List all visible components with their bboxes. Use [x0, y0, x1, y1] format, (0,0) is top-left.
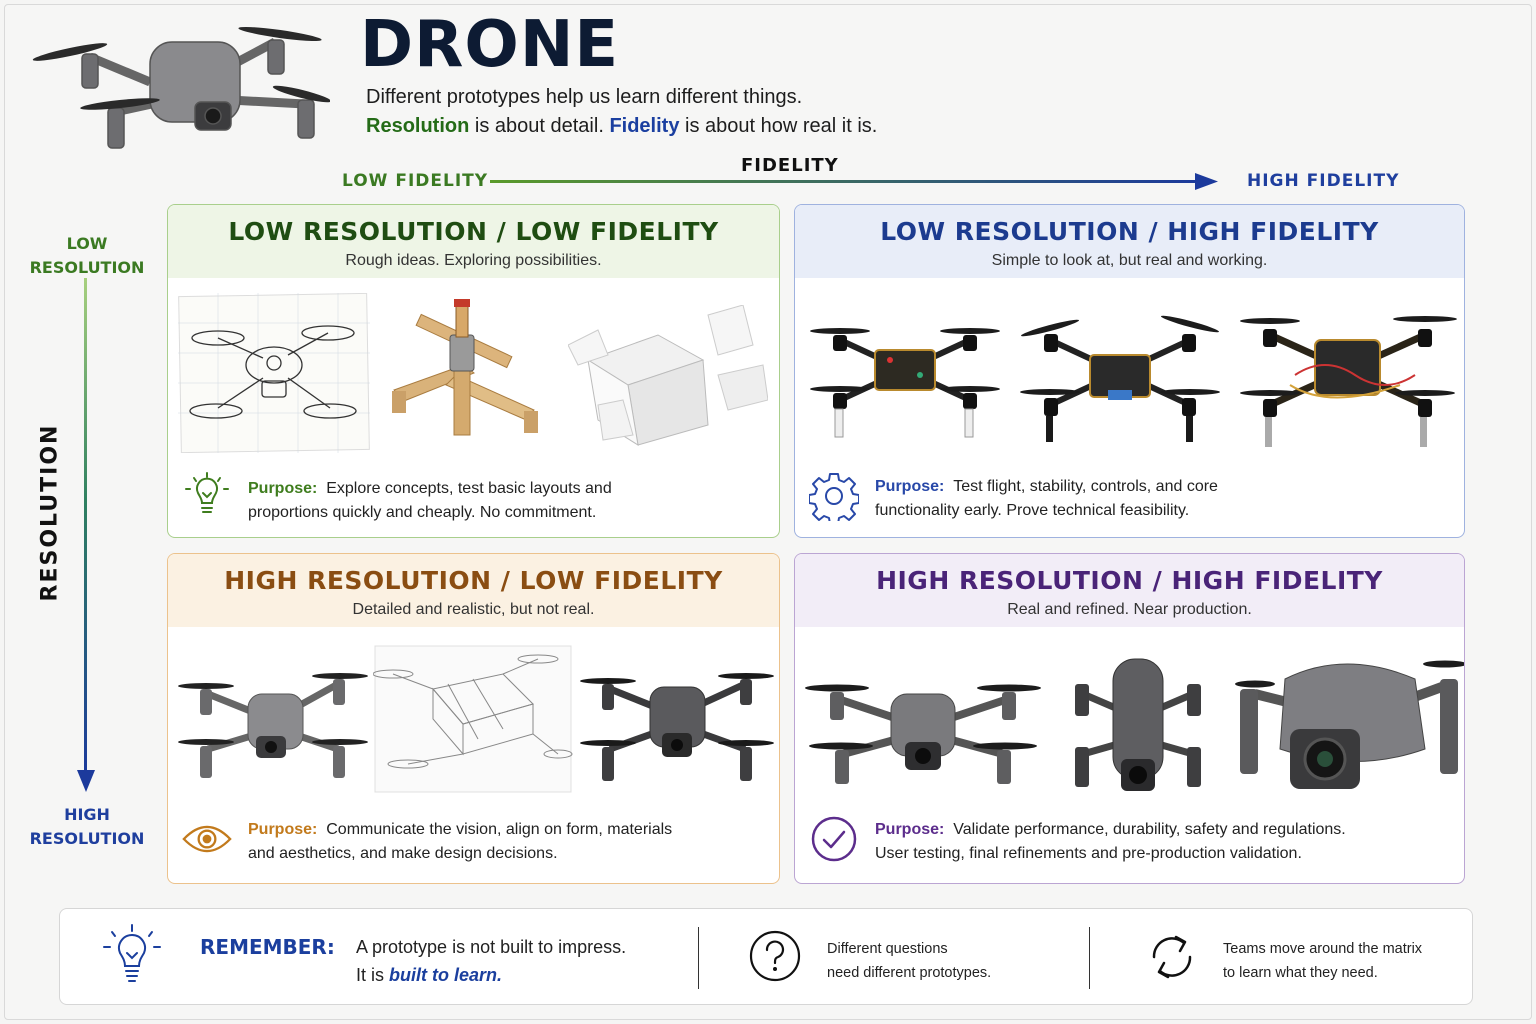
- quadrant-header: [168, 205, 779, 278]
- quadrant-header: [795, 554, 1464, 627]
- quadrant-low-res-high-fi: [794, 204, 1465, 538]
- frame-drone-image-2: [1020, 300, 1220, 450]
- purpose-line-1: Validate performance, durability, safety and regulations.: [953, 821, 1346, 838]
- check-circle-icon: [809, 814, 859, 864]
- resolution-high-label: [20, 803, 154, 851]
- matrix-line-2: to learn what they need.: [1223, 965, 1378, 981]
- purpose-label: Purpose:: [875, 821, 945, 838]
- quadrant-purpose: [248, 477, 612, 525]
- tagline-line-1: Different prototypes help us learn different things.: [366, 86, 803, 108]
- page-title: DRONE: [360, 8, 620, 82]
- quadrant-header: [168, 554, 779, 627]
- resolution-word: Resolution: [366, 115, 470, 137]
- resolution-arrow: [74, 278, 98, 794]
- cad-drone-image: [373, 644, 573, 794]
- lightbulb-icon: [100, 923, 164, 991]
- purpose-line-1: Communicate the vision, align on form, materials: [326, 821, 673, 838]
- fidelity-word: Fidelity: [609, 115, 680, 137]
- remember-line-2: [356, 961, 626, 989]
- purpose-line-2: and aesthetics, and make design decisions.: [248, 845, 558, 862]
- purpose-line-2: functionality early. Prove technical feasibility.: [875, 502, 1190, 519]
- resolution-high-line-2: RESOLUTION: [29, 829, 145, 848]
- quadrant-images: [795, 285, 1464, 460]
- purpose-line-1: Explore concepts, test basic layouts and: [326, 480, 612, 497]
- cycle-arrows-icon: [1144, 927, 1200, 987]
- quadrant-images: [795, 634, 1464, 809]
- quadrant-subtitle: Real and refined. Near production.: [1007, 601, 1252, 618]
- quadrant-header: [795, 205, 1464, 278]
- remember-line-1: A prototype is not built to impress.: [356, 937, 627, 957]
- render-drone-image: [178, 654, 368, 784]
- production-drone-image-1: [803, 654, 1043, 794]
- footer-divider: [698, 927, 699, 989]
- remember-line-2-prefix: It is: [356, 965, 390, 985]
- purpose-line-2: proportions quickly and cheaply. No commitment.: [248, 504, 597, 521]
- resolution-high-line-1: HIGH: [64, 805, 110, 824]
- purpose-label: Purpose:: [248, 821, 318, 838]
- purpose-line-1: Test flight, stability, controls, and core: [953, 478, 1218, 495]
- purpose-label: Purpose:: [248, 480, 318, 497]
- matrix-line-1: Teams move around the matrix: [1223, 941, 1423, 957]
- cardboard-model-image: [568, 305, 768, 455]
- questions-line-2: need different prototypes.: [827, 965, 992, 981]
- purpose-line-2: User testing, final refinements and pre-production validation.: [875, 845, 1302, 862]
- remember-label: REMEMBER:: [200, 935, 335, 959]
- hero-drone-image: [30, 12, 330, 157]
- tagline-line-2: [366, 112, 877, 141]
- fidelity-definition: is about how real it is.: [679, 115, 878, 137]
- eye-icon: [182, 814, 232, 864]
- quadrant-title: LOW RESOLUTION / HIGH FIDELITY: [880, 217, 1379, 246]
- footer-divider: [1089, 927, 1090, 989]
- sketch-drone-image: [178, 293, 370, 453]
- quadrant-low-res-low-fi: [167, 204, 780, 538]
- quadrant-images: [168, 285, 779, 460]
- questions-text: [827, 937, 991, 985]
- fidelity-arrow: [490, 172, 1220, 192]
- matrix-text: [1223, 937, 1422, 985]
- resolution-low-label: [20, 232, 154, 280]
- quadrant-subtitle: Rough ideas. Exploring possibilities.: [345, 252, 602, 269]
- lightbulb-icon: [182, 471, 232, 521]
- remember-text: [356, 933, 626, 989]
- quadrant-high-res-high-fi: [794, 553, 1465, 884]
- quadrant-images: [168, 634, 779, 809]
- production-drone-image-3: [1235, 634, 1465, 814]
- resolution-axis-title: RESOLUTION: [37, 423, 63, 602]
- resolution-low-line-1: LOW: [66, 234, 108, 253]
- quadrant-purpose: [248, 818, 672, 866]
- gear-icon: [809, 471, 859, 521]
- page-tagline: [366, 83, 877, 141]
- purpose-label: Purpose:: [875, 478, 945, 495]
- fidelity-axis-title: FIDELITY: [741, 155, 839, 176]
- quadrant-subtitle: Detailed and realistic, but not real.: [352, 601, 595, 618]
- question-circle-icon: [748, 929, 802, 983]
- remember-emphasis: built to learn.: [389, 965, 503, 985]
- resolution-low-line-2: RESOLUTION: [29, 258, 145, 277]
- fidelity-high-label: HIGH FIDELITY: [1247, 171, 1400, 191]
- remember-footer: [59, 908, 1473, 1005]
- quadrant-title: HIGH RESOLUTION / LOW FIDELITY: [224, 566, 723, 595]
- dark-render-drone-image: [580, 649, 775, 789]
- quadrant-purpose: [875, 475, 1218, 523]
- questions-line-1: Different questions: [827, 941, 948, 957]
- production-drone-image-2: [1063, 639, 1213, 809]
- frame-drone-image-3: [1235, 295, 1460, 455]
- fidelity-low-label: LOW FIDELITY: [342, 171, 489, 191]
- frame-drone-image-1: [805, 305, 1005, 445]
- quadrant-purpose: [875, 818, 1346, 866]
- quadrant-subtitle: Simple to look at, but real and working.: [991, 252, 1268, 269]
- quadrant-high-res-low-fi: [167, 553, 780, 884]
- quadrant-title: LOW RESOLUTION / LOW FIDELITY: [228, 217, 719, 246]
- wooden-frame-image: [384, 295, 546, 445]
- resolution-definition: is about detail.: [469, 115, 610, 137]
- quadrant-title: HIGH RESOLUTION / HIGH FIDELITY: [876, 566, 1383, 595]
